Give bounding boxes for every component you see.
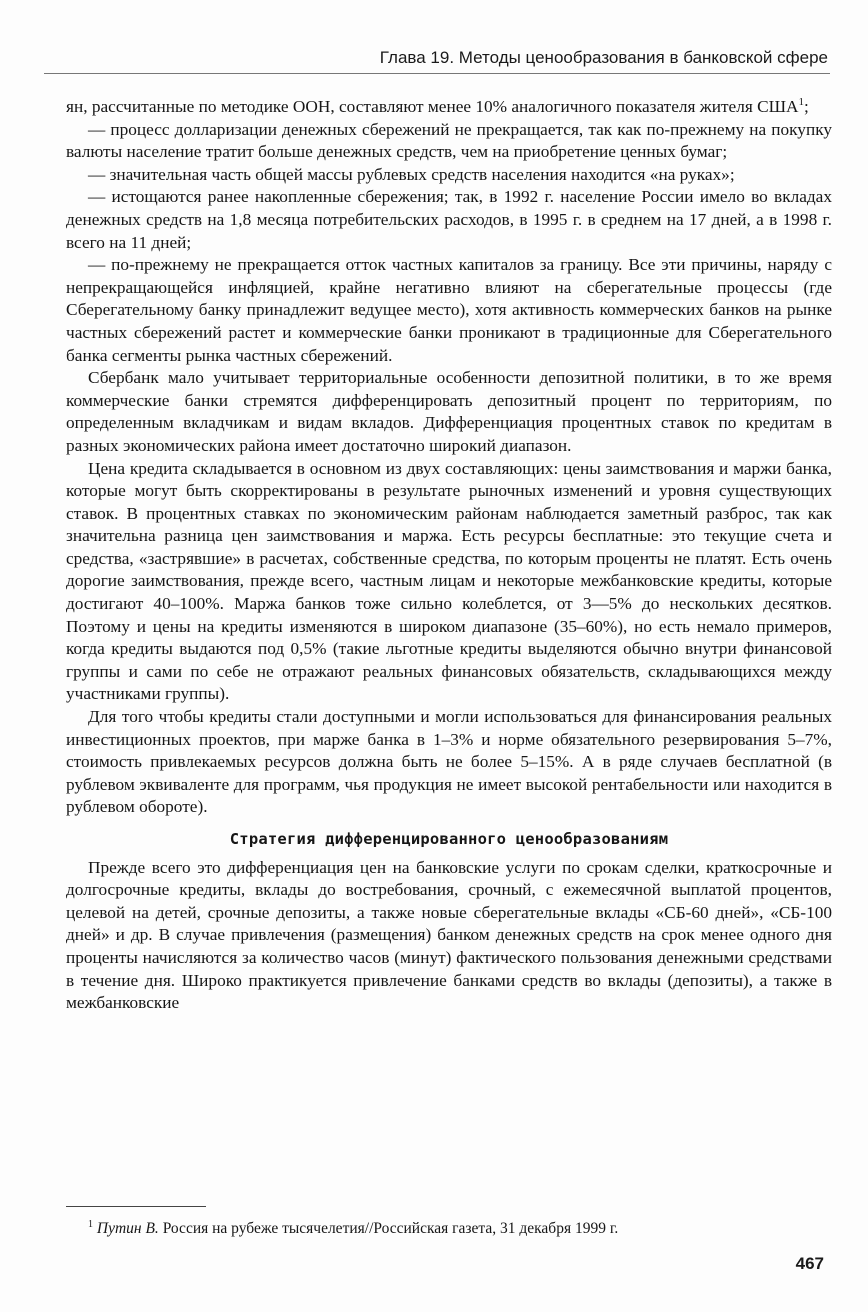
footnote-author: Путин В. xyxy=(96,1220,159,1237)
paragraph-sberbank: Сбербанк мало учитывает территориальные особенности депозитной политики, в то же время коммерческие банки стремятся дифференцировать депозитный процент по территориям, по определенным вкладчикам и видам вкладов. Дифференциация процентных ставок по кредитам в разных экономических района имеет достаточно широкий диапазон. xyxy=(66,368,832,455)
list-item-cash-holdings: — значительная часть общей массы рублевых средств населения находится «на руках»; xyxy=(88,164,735,184)
header-divider xyxy=(44,73,830,74)
page-number: 467 xyxy=(795,1254,824,1273)
paragraph-differentiation: Прежде всего это дифференциация цен на банковские услуги по срокам сделки, краткосрочные и долгосрочные кредиты, вклады до востребования, срочный, с ежемесячной выплатой процентов, целевой на детей, срочные депозиты, а также новые сберегательные вклады «СБ-60 дней», «СБ-100 дней» и др. В случае привлечения (размещения) банком денежных средств на срок менее одного дня проценты начисляются за количество часов (минут) фактического пользования денежными средствами в течение дня. Широко практикуется привлечение банками средств во вклады (депозиты), а также в межбанковские xyxy=(66,857,832,1013)
main-text xyxy=(66,96,832,1015)
list-item-savings-depletion: — истощаются ранее накопленные сбережения; так, в 1992 г. население России имело во вкладах денежных средств на 1,8 месяца потребительских расходов, в 1995 г. в среднем на 17 дней, а в 1998 г. всего на 11 дней; xyxy=(66,187,832,252)
running-title: Глава 19. Методы ценообразования в банковской сфере xyxy=(379,48,828,67)
paragraph-text: ян, рассчитанные по методике ООН, составляют менее 10% аналогичного показателя жителя США xyxy=(66,97,799,116)
paragraph-punctuation: ; xyxy=(804,97,809,116)
paragraph-credit-price: Цена кредита складывается в основном из двух составляющих: цены заимствования и маржи банка, которые могут быть скорректированы в результате рыночных изменений и уровня существующих ставок. В процентных ставках по экономическим районам наблюдается заметный разброс, так как значительна разница цен заимствования и маржа. Есть ресурсы бесплатные: это текущие счета и средства, «застрявшие» в расчетах, собственные средства, по которым проценты не платят. Есть очень дорогие заимствования, прежде всего, частным лицам и некоторые межбанковские кредиты, которые достигают 40–100%. Маржа банков тоже сильно колеблется, от 3—5% до нескольких десятков. Поэтому и цены на кредиты изменяются в широком диапазоне (35–60%), но есть немало примеров, когда кредиты выдаются под 0,5% (такие льготные кредиты выделяются обычно внутри финансовой группы и сами по себе не отражают реальных финансовых обязательств, складывающихся между участниками группы). xyxy=(66,458,832,704)
footnote-text: Россия на рубеже тысячелетия//Российская газета, 31 декабря 1999 г. xyxy=(158,1220,619,1237)
paragraph-continuation xyxy=(66,96,832,119)
list-item-dollarization: — процесс долларизации денежных сбережений не прекращается, так как по-прежнему на покупку валюты население тратит больше денежных средств, чем на приобретение ценных бумаг; xyxy=(66,119,832,162)
paragraph-credit-access: Для того чтобы кредиты стали доступными и могли использоваться для финансирования реальных инвестиционных проектов, при марже банка в 1–3% и норме обязательного резервирования 5–7%, стоимость привлекаемых ресурсов должна быть не более 5–15%. А в ряде случаев бесплатной (в рублевом эквиваленте для программ, чья продукция не имеет высокой рентабельности или находится в рублевом обороте). xyxy=(66,707,832,817)
section-heading: Стратегия дифференцированного ценообразованиям xyxy=(229,830,669,848)
footnote xyxy=(88,1220,828,1238)
footnote-reference: 1 xyxy=(798,96,805,109)
footnote-divider xyxy=(66,1206,206,1207)
list-item-capital-flight: — по-прежнему не прекращается отток частных капиталов за границу. Все эти причины, наряду с непрекращающейся инфляцией, крайне негативно влияют на сберегательные процессы (где Сберегательному банку принадлежит ведущее место), хотя активность коммерческих банков на рынке частных сбережений растет и коммерческие банки проникают в традиционные для Сберегательного банка сегменты рынка частных сбережений. xyxy=(66,255,832,365)
footnote-marker: 1 xyxy=(88,1218,93,1230)
